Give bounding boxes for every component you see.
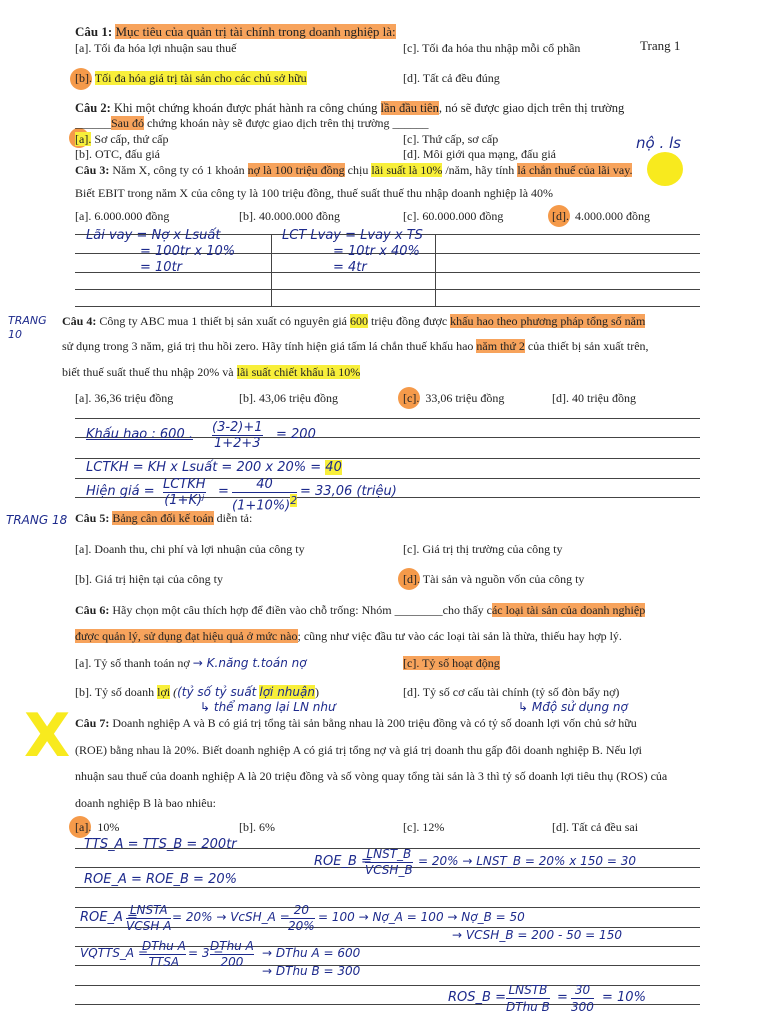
q2-text3: chứng khoán này sẽ được giao dịch trên thị trường ______ xyxy=(147,116,429,130)
yellow-mark-q3 xyxy=(647,152,683,186)
q2-highlight1: lần đầu tiên xyxy=(380,101,439,115)
q6-option-b-paren-highlight: lợi nhuận xyxy=(259,685,315,699)
q7-line2: (ROE) bằng nhau là 20%. Biết doanh nghiệp A có giá trị tổng nợ và giá trị doanh thu gấp đôi doanh nghiệp B. Nếu lợi xyxy=(75,743,642,757)
q7-work-6-frac xyxy=(142,939,186,970)
q4-option-c xyxy=(403,390,504,406)
q4-option-b: [b]. 43,06 triệu đồng xyxy=(239,391,338,405)
q1-option-b xyxy=(75,70,307,86)
margin-note-trang-10: TRANG 10 xyxy=(8,314,47,341)
q6-option-c-text: [c]. Tỷ số hoạt động xyxy=(403,656,500,670)
q7-work-6: VQTTS_A = xyxy=(80,946,149,960)
rule-line xyxy=(75,887,700,888)
q4-highlight3: năm thứ 2 xyxy=(476,339,525,353)
q6-option-b-paren: (tỷ số tỷ suất xyxy=(177,685,257,699)
margin-note-trang-18: TRANG 18 xyxy=(6,513,68,527)
q7-work-5: → VCSH_B = 200 - 50 = 150 xyxy=(452,928,622,942)
q4-text1: Công ty ABC mua 1 thiết bị sản xuất có nguyên giá xyxy=(99,314,347,328)
q3-text3: /năm, hãy tính xyxy=(445,163,515,177)
q7-option-c: [c]. 12% xyxy=(403,820,445,834)
q4-work-3-den2-text: (1+10%) xyxy=(232,498,291,514)
q1-text: Mục tiêu của quản trị tài chính trong doanh nghiệp là: xyxy=(115,24,396,39)
q4-work-3-result: = 33,06 (triệu) xyxy=(300,484,397,499)
q4-work-3-frac1 xyxy=(163,477,206,508)
q4-highlight4: lãi suất chiết khấu là 10% xyxy=(236,365,361,379)
q7-work-8-frac2 xyxy=(571,982,594,1015)
q2-option-b: [b]. OTC, đấu giá xyxy=(75,147,160,161)
q7-option-a-text: 10% xyxy=(97,820,120,834)
q3-work-2: = 100tr x 10% xyxy=(140,244,236,259)
q5-option-a: [a]. Doanh thu, chi phí và lợi nhuận của công ty xyxy=(75,542,305,556)
q7-work-8-result: = 10% xyxy=(602,990,646,1005)
q7-work-6-num2: DThu A xyxy=(210,939,254,953)
q5-option-d-text: Tài sản và nguồn vốn của công ty xyxy=(422,572,585,586)
rule-line xyxy=(75,289,700,290)
q2-option-a-key: [a]. xyxy=(75,132,92,146)
q3-highlight2: lãi suất là 10% xyxy=(371,163,443,177)
q6-highlight1: ác loại tài sản của doanh nghiệp xyxy=(491,603,646,617)
q4-fraction-denominator: 1+2+3 xyxy=(213,436,261,451)
q5-highlight1: Bảng cân đối kế toán xyxy=(112,511,214,525)
q4-label: Câu 4: xyxy=(62,314,97,328)
q5-option-c: [c]. Giá trị thị trường của công ty xyxy=(403,542,563,556)
q7-work-3-num: LNST_B xyxy=(366,847,412,861)
q7-work-7: → DThu B = 300 xyxy=(262,964,361,978)
q7-work-8-num2: 30 xyxy=(571,982,594,999)
q1-question xyxy=(75,24,396,40)
q7-work-6-eq: = 3 = xyxy=(188,946,224,960)
q7-work-4-result2: = 100 → Nợ_A = 100 → Nợ_B = 50 xyxy=(318,910,525,924)
q7-option-b: [b]. 6% xyxy=(239,820,275,834)
q4-work-3-den: (1+K)ʲ xyxy=(164,493,205,508)
q7-work-6-den: TTSA xyxy=(148,955,180,969)
q4-work-3-num: LCTKH xyxy=(163,477,206,492)
q7-work-8: ROS_B = xyxy=(448,990,506,1005)
q7-work-4-den2: 20% xyxy=(288,919,315,933)
q4-option-c-text: 33,06 triệu đồng xyxy=(425,391,505,405)
q7-work-4: ROE_A = xyxy=(80,910,138,925)
q4-work-2-result: 40 xyxy=(325,460,342,475)
q4-line3a: biết thuế suất thuế thu nhập 20% và xyxy=(62,365,234,379)
yellow-x-mark: X xyxy=(24,701,71,771)
q7-work-6-den2: 200 xyxy=(220,955,244,969)
q3-option-d xyxy=(552,208,650,224)
q3-work-4: LCT Lvay = Lvay x TS xyxy=(282,228,423,243)
q1-option-c: [c]. Tối đa hóa thu nhập mỗi cổ phần xyxy=(403,41,581,55)
q4-work-3-num2: 40 xyxy=(232,477,297,493)
q3-work-6: = 4tr xyxy=(333,260,367,275)
q2-highlight2: Sau đó xyxy=(111,116,144,130)
q4-work-1-text: Khấu hao : 600 . xyxy=(86,427,193,442)
q7-work-4-num: LNSTA xyxy=(126,903,171,919)
q4-highlight1: 600 xyxy=(349,314,368,328)
q4-line2a: sử dụng trong 3 năm, giá trị thu hồi zero. Hãy tính hiện giá tấm lá chắn thuế khấu hao xyxy=(62,339,474,353)
q7-text1: Doanh nghiệp A và B có giá trị tổng tài sản bằng nhau là 200 triệu đồng và có tỷ số doanh lợi vốn chủ sở hữu xyxy=(112,716,637,730)
q2-option-a-text: Sơ cấp, thứ cấp xyxy=(94,132,169,146)
q7-work-4-den: VCSH A xyxy=(126,919,172,933)
q1-option-d: [d]. Tất cả đều đúng xyxy=(403,71,500,85)
q3-option-c: [c]. 60.000.000 đồng xyxy=(403,209,504,223)
rule-line xyxy=(75,985,700,986)
q7-work-4-num2: 20 xyxy=(288,903,315,919)
q3-work-1: Lãi vay = Nợ x Lsuất xyxy=(86,228,221,243)
q1-option-b-key: [b]. xyxy=(75,71,92,85)
q7-work-8-eq: = xyxy=(557,990,568,1005)
q7-line4: doanh nghiệp B là bao nhiêu: xyxy=(75,796,216,810)
q7-work-8-frac xyxy=(506,982,550,1015)
q7-work-8-den: DThu B xyxy=(506,1000,550,1014)
q4-fraction-numerator: (3-2)+1 xyxy=(212,420,263,435)
q7-work-3: ROE_B = xyxy=(314,854,372,869)
q7-work-6-num: DThu A xyxy=(142,939,186,953)
q6-option-b-highlight: lợi xyxy=(157,685,171,699)
rule-line xyxy=(75,418,700,419)
q6-line2 xyxy=(75,628,622,644)
q7-work-4-frac2 xyxy=(288,903,315,934)
q1-option-a: [a]. Tối đa hóa lợi nhuận sau thuế xyxy=(75,41,237,55)
q4-line2 xyxy=(62,338,649,354)
q6-text2: ; cũng như việc đầu tư vào các loại tài sản là thừa, thiếu hay hợp lý. xyxy=(297,629,622,643)
q4-option-a: [a]. 36,36 triệu đồng xyxy=(75,391,174,405)
q6-option-b: [b]. Tỷ số doanh lợi ((tỷ số tỷ suất lợi nhuận) xyxy=(75,685,319,699)
q4-text2: triệu đồng được xyxy=(370,314,448,328)
rule-line xyxy=(75,306,700,307)
q6-text1: Hãy chọn một câu thích hợp để điền vào chỗ trống: Nhóm ________cho thấy c xyxy=(112,603,492,617)
q7-label: Câu 7: xyxy=(75,716,110,730)
q7-work-1: TTS_A = TTS_B = 200tr xyxy=(84,837,237,852)
rule-line xyxy=(75,458,700,459)
q3-handwritten-note: nộ . ls xyxy=(636,134,681,152)
q2-line2 xyxy=(75,115,428,131)
q7-work-3-frac xyxy=(365,847,413,878)
q3-question xyxy=(75,162,632,178)
q6-option-a-note: → K.năng t.toán nợ xyxy=(192,656,307,670)
q5-text1: diễn tả: xyxy=(216,511,253,525)
q3-option-d-key: [d]. xyxy=(552,209,569,223)
q4-work-3: Hiện giá = xyxy=(86,484,155,499)
q3-work-5: = 10tr x 40% xyxy=(333,244,420,259)
q5-question xyxy=(75,510,252,526)
q4-work-3-exponent: 2 xyxy=(290,494,298,507)
q2-option-d: [d]. Môi giới qua mạng, đấu giá xyxy=(403,147,556,161)
q2-label: Câu 2: xyxy=(75,101,111,115)
q2-option-c: [c]. Thứ cấp, sơ cấp xyxy=(403,132,499,146)
q2-question xyxy=(75,100,624,116)
q4-work-1b: = 200 xyxy=(276,427,316,442)
q5-option-d xyxy=(403,571,584,587)
q7-line1 xyxy=(75,715,637,731)
q1-option-b-text: Tối đa hóa giá trị tài sản cho các chủ sở hữu xyxy=(94,71,307,85)
q4-work-2 xyxy=(86,460,342,475)
q6-option-d: [d]. Tỷ số cơ cấu tài chính (tỷ số đòn bẩy nợ) xyxy=(403,685,620,699)
q7-line3: nhuận sau thuế của doanh nghiệp A là 20 triệu đồng và số vòng quay tổng tài sản là 3 thì tỷ số doanh lợi tiêu thụ (ROS) của xyxy=(75,769,668,783)
q2-blank: ______ xyxy=(75,116,111,130)
q7-work-4-result: = 20% → VcSH_A = xyxy=(172,910,290,924)
q2-text1: Khi một chứng khoán được phát hành ra công chúng xyxy=(113,101,378,115)
q4-highlight2: khấu hao theo phương pháp tổng số năm xyxy=(450,314,646,328)
q2-text2: , nó sẽ được giao dịch trên thị trường xyxy=(438,101,625,115)
q7-option-a-key: [a]. xyxy=(75,820,92,834)
q3-line2: Biết EBIT trong năm X của công ty là 100 triệu đồng, thuế suất thuế thu nhập doanh nghiệp là 40% xyxy=(75,186,554,200)
q7-work-8-den2: 300 xyxy=(571,1000,594,1014)
q3-option-a: [a]. 6.000.000 đồng xyxy=(75,209,170,223)
q4-work-2-text: LCTKH = KH x Lsuất = 200 x 20% = xyxy=(86,460,322,475)
q3-label: Câu 3: xyxy=(75,163,110,177)
q4-question xyxy=(62,313,645,329)
q7-work-3-result: = 20% → LNST_B = 20% x 150 = 30 xyxy=(418,854,637,868)
q6-option-a xyxy=(75,655,307,671)
q1-label: Câu 1: xyxy=(75,24,113,39)
table-divider xyxy=(435,234,436,306)
q5-option-b: [b]. Giá trị hiện tại của công ty xyxy=(75,572,223,586)
q4-option-c-key: [c]. xyxy=(403,391,420,405)
q3-highlight3: lá chắn thuế của lãi vay. xyxy=(517,163,633,177)
q5-label: Câu 5: xyxy=(75,511,110,525)
q4-work-3-frac2 xyxy=(232,477,297,513)
q7-work-6-frac2 xyxy=(210,939,254,970)
q3-highlight1: nợ là 100 triệu đồng xyxy=(247,163,345,177)
q7-work-8-num: LNSTB xyxy=(506,982,550,999)
q2-option-a xyxy=(75,131,169,147)
q3-text1: Năm X, công ty có 1 khoản xyxy=(112,163,245,177)
q4-line3 xyxy=(62,364,360,380)
q4-option-d: [d]. 40 triệu đồng xyxy=(552,391,636,405)
q6-option-c xyxy=(403,655,500,671)
table-divider xyxy=(271,234,272,306)
q4-line2b: của thiết bị sản xuất trên, xyxy=(527,339,649,353)
q7-option-a xyxy=(75,819,119,835)
q6-option-d-note: ↳ Mđộ sử dụng nợ xyxy=(518,700,628,714)
q7-option-d: [d]. Tất cả đều sai xyxy=(552,820,639,834)
q7-work-4-frac xyxy=(126,903,171,934)
q6-option-a-text: [a]. Tỷ số thanh toán nợ xyxy=(75,656,190,670)
q6-question xyxy=(75,602,645,618)
q6-option-b-note: ↳ thể mang lại LN như xyxy=(200,700,336,714)
q4-work-3-eq: = xyxy=(218,484,229,499)
q6-option-b-pre: [b]. Tỷ số doanh xyxy=(75,685,155,699)
q7-work-3-den: VCSH_B xyxy=(365,863,413,877)
q3-option-b: [b]. 40.000.000 đồng xyxy=(239,209,340,223)
q6-label: Câu 6: xyxy=(75,603,110,617)
q4-work-1-fraction xyxy=(212,420,263,451)
q6-highlight2: được quản lý, sử dụng đạt hiệu quả ở mức nào xyxy=(75,629,298,643)
q3-work-3: = 10tr xyxy=(140,260,183,275)
q7-work-6-result: → DThu A = 600 xyxy=(262,946,361,960)
q3-text2: chịu xyxy=(347,163,369,177)
q3-option-d-text: 4.000.000 đồng xyxy=(575,209,650,223)
q7-work-2: ROE_A = ROE_B = 20% xyxy=(84,872,237,887)
page-label: Trang 1 xyxy=(640,38,681,53)
q5-option-d-key: [d]. xyxy=(403,572,420,586)
q4-work-1 xyxy=(86,427,193,442)
